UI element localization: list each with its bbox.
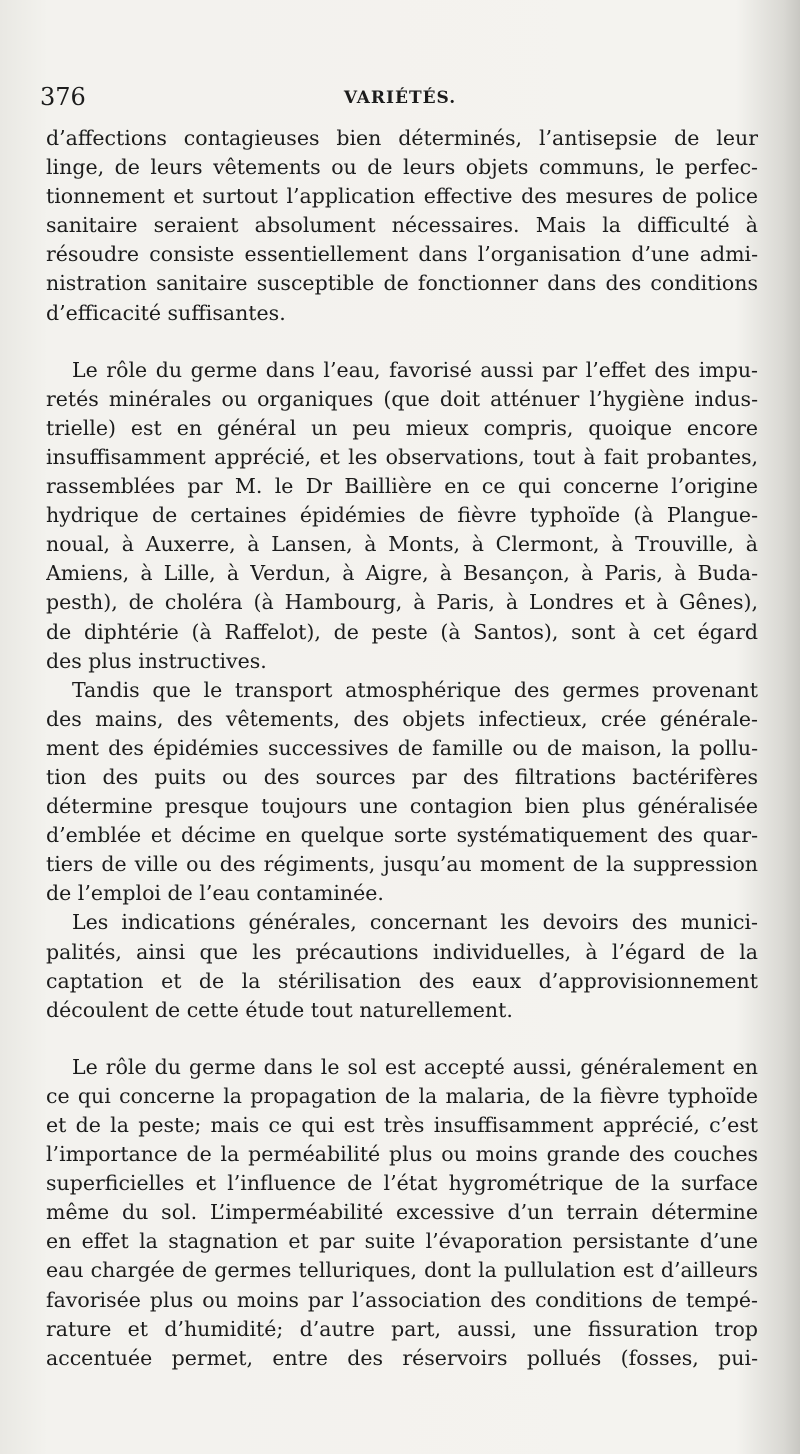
text-line: Tandis que le transport atmosphérique des germes provenant (72, 677, 758, 702)
text-line: rassemblées par M. le Dr Baillière en ce qui concerne l’origine (46, 474, 758, 499)
paragraph (46, 908, 758, 1024)
text-line: insuffisamment apprécié, et les observations, tout à fait probantes, (46, 444, 758, 469)
text-line: retés minérales ou organiques (que doit atténuer l’hygiène indus- (46, 386, 758, 411)
running-head: VARIÉTÉS. (343, 88, 457, 108)
text-line: l’importance de la perméabilité plus ou moins grande des couches (46, 1142, 758, 1167)
text-line: trielle) est en général un peu mieux compris, quoique encore (46, 415, 758, 440)
text-line: en effet la stagnation et par suite l’évaporation persistante d’une (46, 1229, 758, 1254)
text-line: hydrique de certaines épidémies de fièvre typhoïde (à Plangue- (46, 503, 758, 528)
paragraph (46, 124, 758, 328)
text-line: ce qui concerne la propagation de la malaria, de la fièvre typhoïde (46, 1083, 758, 1108)
text-line: tionnement et surtout l’application effective des mesures de police (46, 184, 758, 209)
text-line: linge, de leurs vêtements ou de leurs objets communs, le perfec- (46, 155, 758, 180)
text-line: Le rôle du germe dans l’eau, favorisé aussi par l’effet des impu- (72, 357, 758, 382)
text-line: tion des puits ou des sources par des filtrations bactérifères (46, 764, 758, 789)
text-line: superficielles et l’influence de l’état hygrométrique de la surface (46, 1171, 758, 1196)
text-line: captation et de la stérilisation des eaux d’approvisionnement (46, 968, 758, 993)
text-line: tiers de ville ou des régiments, jusqu’au moment de la suppression (46, 852, 758, 877)
paragraph-gap (46, 1025, 758, 1053)
page-number: 376 (40, 83, 86, 111)
text-line: noual, à Auxerre, à Lansen, à Monts, à Clermont, à Trouville, à (46, 532, 758, 557)
text-line: ment des épidémies successives de famille ou de maison, la pollu- (46, 735, 758, 760)
text-line: pesth), de choléra (à Hambourg, à Paris, à Londres et à Gênes), (46, 590, 758, 615)
text-line: de diphtérie (à Raffelot), de peste (à Santos), sont à cet égard (46, 619, 758, 644)
text-line: sanitaire seraient absolument nécessaires. Mais la difficulté à (46, 213, 758, 238)
text-line: d’efficacité suffisantes. (46, 300, 286, 325)
text-line: des mains, des vêtements, des objets infectieux, crée générale- (46, 706, 758, 731)
text-line: découlent de cette étude tout naturellement. (46, 997, 513, 1022)
body-text (46, 124, 758, 1373)
text-line: détermine presque toujours une contagion bien plus généralisée (46, 794, 758, 819)
text-line: d’affections contagieuses bien déterminés, l’antisepsie de leur (46, 126, 758, 150)
text-line: de l’emploi de l’eau contaminée. (46, 881, 384, 906)
text-line: Amiens, à Lille, à Verdun, à Aigre, à Besançon, à Paris, à Buda- (46, 561, 758, 586)
text-line: des plus instructives. (46, 648, 267, 673)
text-line: et de la peste; mais ce qui est très insuffisamment apprécié, c’est (46, 1113, 758, 1137)
text-line: eau chargée de germes telluriques, dont la pullulation est d’ailleurs (46, 1258, 758, 1283)
text-line: résoudre consiste essentiellement dans l’organisation d’une admi- (46, 242, 758, 267)
page-header (40, 82, 760, 116)
paragraph (46, 1053, 758, 1373)
text-line: nistration sanitaire susceptible de fonctionner dans des conditions (46, 271, 758, 296)
text-line: favorisée plus ou moins par l’association des conditions de tempé- (46, 1287, 758, 1312)
text-line: palités, ainsi que les précautions individuelles, à l’égard de la (46, 939, 758, 964)
paragraph (46, 676, 758, 909)
text-line: accentuée permet, entre des réservoirs pollués (fosses, pui- (46, 1345, 758, 1370)
text-line: même du sol. L’imperméabilité excessive d’un terrain détermine (46, 1200, 758, 1225)
text-line: d’emblée et décime en quelque sorte systématiquement des quar- (46, 823, 758, 848)
text-line: Les indications générales, concernant les devoirs des munici- (72, 910, 758, 935)
paragraph-gap (46, 328, 758, 356)
text-line: Le rôle du germe dans le sol est accepté aussi, généralement en (72, 1054, 758, 1079)
paragraph (46, 356, 758, 676)
text-line: rature et d’humidité; d’autre part, aussi, une fissuration trop (46, 1316, 758, 1341)
